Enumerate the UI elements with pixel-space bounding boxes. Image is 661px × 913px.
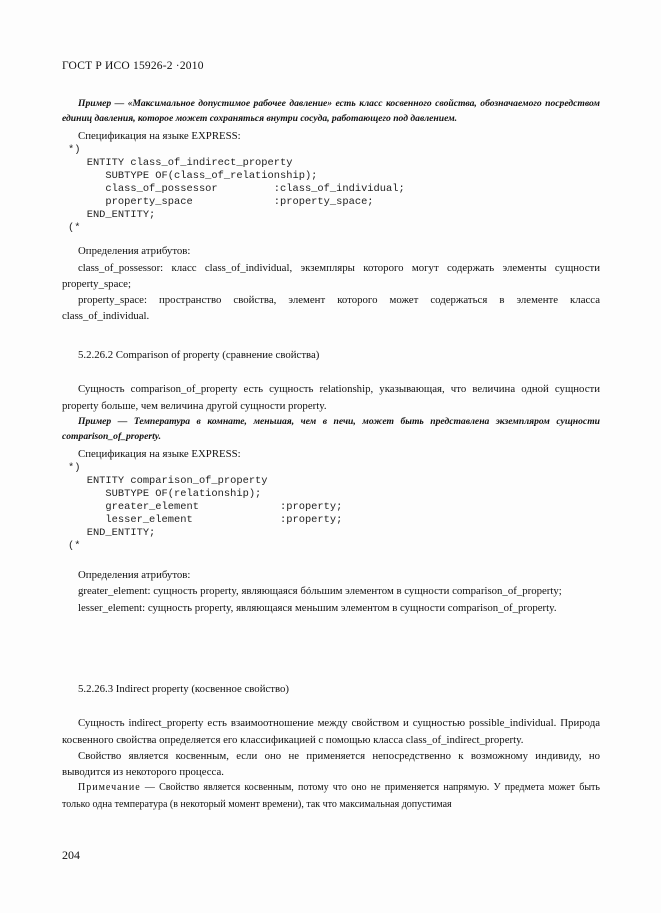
section-heading: 5.2.26.2 Comparison of property (сравнение свойства) bbox=[78, 349, 320, 361]
attribute-definition: greater_element: сущность property, являющаяся бóльшим элементом в сущности comparison_of_property; bbox=[78, 585, 562, 598]
body-paragraph: Сущность comparison_of_property есть сущность relationship, указывающая, что величина одной сущности property больше, чем величина другой сущности property. bbox=[62, 383, 600, 412]
example-paragraph: Пример — Температура в комнате, меньшая, чем в печи, может быть представлена экземпляром сущности comparison_of_property. bbox=[62, 415, 600, 442]
note-text: — Свойство является косвенным, потому что оно не применяется напрямую. У предмета может быть только одна температура (в некоторый момент времени), так что максимальная допустимая bbox=[62, 782, 600, 810]
document-header: ГОСТ Р ИСО 15926-2 ·2010 bbox=[62, 60, 204, 72]
indirect-property-section bbox=[62, 681, 600, 813]
attribute-definitions-label: Определения атрибутов: bbox=[78, 569, 191, 582]
express-code-block: *) ENTITY class_of_indirect_property SUBTYPE OF(class_of_relationship); class_of_possessor :class_of_individual; property_space :property_space; END_ENTITY; (* bbox=[68, 144, 405, 235]
express-spec-label: Спецификация на языке EXPRESS: bbox=[78, 447, 241, 460]
body-paragraph: Свойство является косвенным, если оно не применяется непосредственно к возможному индивиду, но выводится из некоторого процесса. bbox=[62, 749, 600, 779]
note-label: Примечание bbox=[78, 782, 141, 794]
express-spec-label: Спецификация на языке EXPRESS: bbox=[78, 130, 241, 142]
note-paragraph bbox=[62, 780, 600, 813]
class-of-indirect-property-section bbox=[62, 96, 600, 325]
attribute-definition: class_of_possessor: класс class_of_individual, экземпляры которого могут содержать элементы сущности property_space; bbox=[62, 261, 600, 290]
comparison-of-property-section bbox=[62, 347, 600, 616]
example-paragraph: Пример — «Максимальное допустимое рабочее давление» есть класс косвенного свойства, обозначаемого посредством единиц давления, которое может сохраняться внутри сосуда, работающего под давлением. bbox=[62, 98, 600, 124]
attribute-definition: property_space: пространство свойства, элемент которого может содержаться в элементе класса class_of_individual. bbox=[62, 294, 600, 323]
attribute-definitions-label: Определения атрибутов: bbox=[78, 245, 191, 258]
express-code-block: *) ENTITY comparison_of_property SUBTYPE OF(relationship); greater_element :property; lesser_element :property; END_ENTITY; (* bbox=[68, 462, 343, 553]
page-number: 204 bbox=[62, 848, 80, 862]
body-paragraph: Сущность indirect_property есть взаимоотношение между свойством и сущностью possible_individual. Природа косвенного свойства определяется его классификацией с помощью класса class_of_indirect_property. bbox=[62, 717, 600, 746]
section-heading: 5.2.26.3 Indirect property (косвенное свойство) bbox=[78, 683, 290, 695]
attribute-definition: lesser_element: сущность property, являющаяся меньшим элементом в сущности comparison_of_property. bbox=[78, 601, 557, 614]
